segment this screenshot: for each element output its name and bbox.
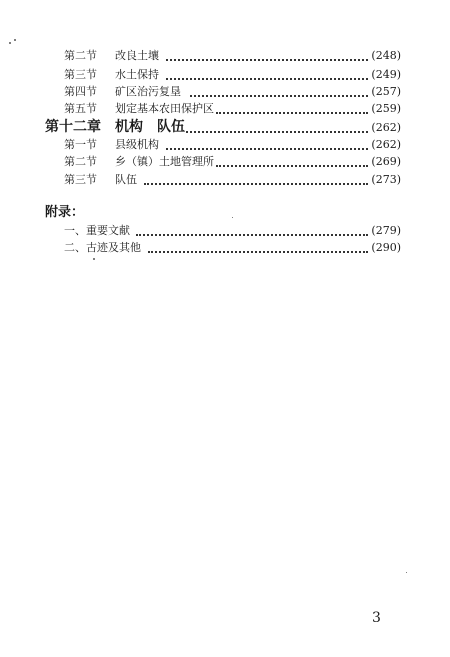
toc-entry[interactable] xyxy=(0,67,450,83)
dot-leader xyxy=(166,78,368,80)
toc-entry[interactable] xyxy=(0,84,450,100)
section-title: 矿区治污复垦 xyxy=(115,85,181,98)
page-reference: (262) xyxy=(371,121,401,134)
dot-leader xyxy=(216,165,368,167)
scan-speck xyxy=(14,39,16,41)
toc-chapter-entry[interactable] xyxy=(0,120,450,136)
appendix-entry[interactable] xyxy=(0,240,450,256)
page-reference: (269) xyxy=(371,155,401,168)
toc-entry[interactable] xyxy=(0,137,450,153)
scan-speck xyxy=(93,258,95,260)
chapter-title: 机构 队伍 xyxy=(115,119,185,135)
section-number: 第五节 xyxy=(64,102,97,115)
page-reference: (257) xyxy=(371,85,401,98)
dot-leader xyxy=(144,183,368,185)
appendix-title: 一、重要文献 xyxy=(64,224,130,237)
section-title: 队伍 xyxy=(115,173,137,186)
page-reference: (248) xyxy=(371,49,401,62)
section-title: 划定基本农田保护区 xyxy=(115,102,214,115)
page-reference: (249) xyxy=(371,68,401,81)
toc-entry[interactable] xyxy=(0,172,450,188)
appendix-entry[interactable] xyxy=(0,223,450,239)
section-number: 第三节 xyxy=(64,173,97,186)
toc-entry[interactable] xyxy=(0,154,450,170)
section-number: 第一节 xyxy=(64,138,97,151)
section-number: 第二节 xyxy=(64,49,97,62)
toc-entry[interactable] xyxy=(0,101,450,117)
dot-leader xyxy=(190,95,368,97)
dot-leader xyxy=(166,148,368,150)
page-reference: (259) xyxy=(371,102,401,115)
page-number: 3 xyxy=(372,610,381,626)
page-reference: (290) xyxy=(371,241,401,254)
scan-speck xyxy=(232,217,233,218)
dot-leader xyxy=(136,234,368,236)
page-reference: (273) xyxy=(371,173,401,186)
dot-leader xyxy=(186,131,368,133)
section-number: 第三节 xyxy=(64,68,97,81)
section-number: 第二节 xyxy=(64,155,97,168)
toc-entry[interactable] xyxy=(0,48,450,64)
page-reference: (279) xyxy=(371,224,401,237)
page-reference: (262) xyxy=(371,138,401,151)
dot-leader xyxy=(166,59,368,61)
scan-speck xyxy=(9,42,11,44)
section-title: 县级机构 xyxy=(115,138,159,151)
appendix-title: 二、古迹及其他 xyxy=(64,241,141,254)
section-number: 第四节 xyxy=(64,85,97,98)
chapter-number: 第十二章 xyxy=(45,119,101,135)
scan-speck xyxy=(406,572,407,573)
section-title: 水土保持 xyxy=(115,68,159,81)
section-title: 改良土壤 xyxy=(115,49,159,62)
dot-leader xyxy=(148,251,368,253)
section-title: 乡（镇）土地管理所 xyxy=(115,155,214,168)
appendix-heading: 附录： xyxy=(45,205,85,220)
dot-leader xyxy=(216,112,368,114)
